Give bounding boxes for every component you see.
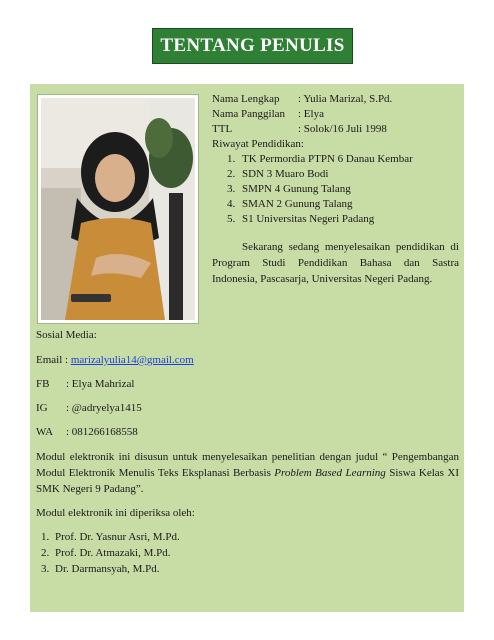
email-link[interactable]: marizalyulia14@gmail.com bbox=[70, 354, 194, 366]
fb-row bbox=[36, 377, 459, 392]
ig-value: : @adryelya1415 bbox=[66, 402, 142, 414]
reviewer-item: 3. Dr. Darmansyah, M.Pd. bbox=[52, 561, 459, 577]
email-row bbox=[36, 353, 459, 368]
reviewer-item: 1. Prof. Dr. Yasnur Asri, M.Pd. bbox=[52, 529, 459, 545]
bio-label: TTL bbox=[212, 123, 233, 135]
ig-row bbox=[36, 401, 459, 416]
wa-label: WA bbox=[36, 426, 54, 438]
bio-row-ttl bbox=[212, 122, 459, 137]
author-photo-image bbox=[41, 98, 195, 320]
fb-value: : Elya Mahrizal bbox=[66, 378, 135, 390]
education-item: 3. SMPN 4 Gunung Talang bbox=[238, 182, 459, 197]
bio-label: Nama Lengkap bbox=[212, 93, 280, 105]
email-label: Email : bbox=[36, 354, 69, 366]
wa-row bbox=[36, 425, 459, 440]
description-text-end: Siswa Kelas XI SMK Negeri 9 Padang”. bbox=[36, 467, 459, 495]
social-heading: Sosial Media: bbox=[36, 329, 97, 341]
ig-label: IG bbox=[36, 402, 48, 414]
author-photo bbox=[37, 94, 199, 324]
module-description bbox=[36, 449, 459, 497]
lower-section bbox=[36, 328, 459, 577]
bio-value: : Yulia Marizal, S.Pd. bbox=[298, 93, 393, 105]
author-bio bbox=[212, 92, 459, 287]
education-item: 1. TK Permordia PTPN 6 Danau Kembar bbox=[238, 152, 459, 167]
fb-label: FB bbox=[36, 378, 50, 390]
wa-value: : 081266168558 bbox=[66, 426, 138, 438]
bio-row-nickname bbox=[212, 107, 459, 122]
education-item: 2. SDN 3 Muaro Bodi bbox=[238, 167, 459, 182]
education-heading: Riwayat Pendidikan: bbox=[212, 138, 304, 150]
bio-row-fullname bbox=[212, 92, 459, 107]
bio-value: : Elya bbox=[298, 108, 324, 120]
education-item: 5. S1 Universitas Negeri Padang bbox=[238, 212, 459, 227]
education-item: 4. SMAN 2 Gunung Talang bbox=[238, 197, 459, 212]
bio-label: Nama Panggilan bbox=[212, 108, 286, 120]
current-study-paragraph: Sekarang sedang menyelesaikan pendidikan di Program Studi Pendidikan Bahasa dan Sastra Indonesia, Pascasarja, Universitas Negeri Padang. bbox=[212, 241, 459, 285]
description-text: Modul elektronik ini disusun untuk menyelesaikan penelitian dengan judul “ Pengembangan Modul Elektronik Menulis Teks Eksplanasi Berbasis bbox=[36, 451, 459, 479]
page-title: TENTANG PENULIS bbox=[160, 35, 345, 56]
page-title-box bbox=[152, 28, 353, 64]
bio-value: : Solok/16 Juli 1998 bbox=[298, 123, 387, 135]
description-italic: Problem Based Learning bbox=[274, 467, 386, 479]
reviewers-list bbox=[36, 529, 459, 577]
education-list bbox=[212, 152, 459, 227]
reviewer-item: 2. Prof. Dr. Atmazaki, M.Pd. bbox=[52, 545, 459, 561]
reviewers-heading: Modul elektronik ini diperiksa oleh: bbox=[36, 507, 195, 519]
